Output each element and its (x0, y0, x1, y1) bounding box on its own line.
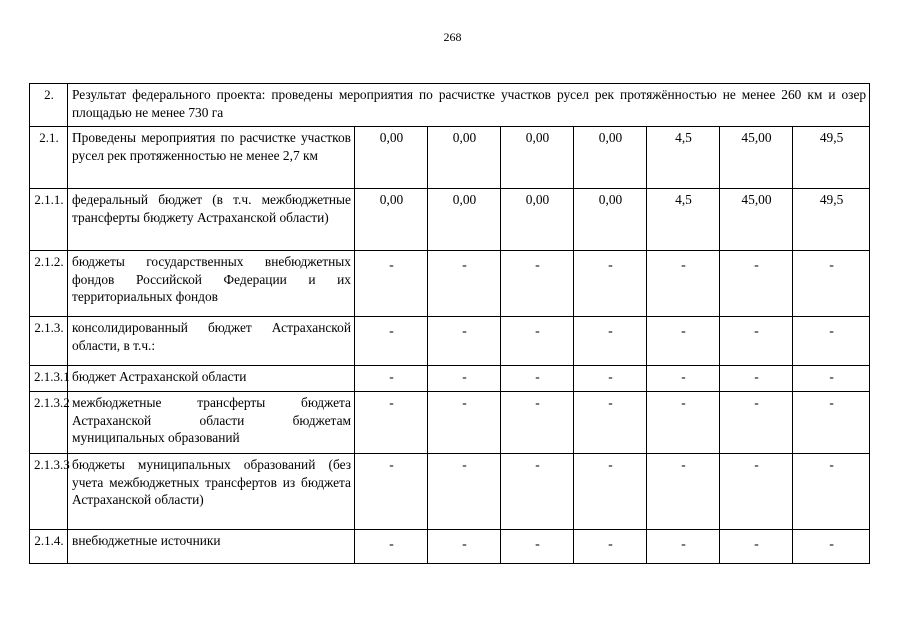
row-description: Проведены мероприятия по расчистке участков русел рек протяженностью не менее 2,7 км (68, 127, 355, 189)
table-row (30, 189, 870, 251)
row-description: внебюджетные источники (68, 530, 355, 564)
value-cell: - (647, 251, 720, 317)
row-number: 2.1.1. (30, 189, 68, 251)
row-description: консолидированный бюджет Астраханской области, в т.ч.: (68, 317, 355, 366)
value-cell: - (428, 251, 501, 317)
table-row (30, 366, 870, 392)
row-number: 2.1.3. (30, 317, 68, 366)
value-cell: - (793, 530, 870, 564)
value-cell: - (501, 366, 574, 392)
value-cell: - (574, 366, 647, 392)
row-description: федеральный бюджет (в т.ч. межбюджетные трансферты бюджету Астраханской области) (68, 189, 355, 251)
value-cell: - (428, 530, 501, 564)
value-cell: 0,00 (355, 189, 428, 251)
table-row (30, 454, 870, 530)
value-cell: - (793, 392, 870, 454)
value-cell: - (355, 454, 428, 530)
row-number: 2.1. (30, 127, 68, 189)
value-cell: - (355, 251, 428, 317)
value-cell: 0,00 (428, 189, 501, 251)
value-cell: - (501, 317, 574, 366)
value-cell: - (647, 454, 720, 530)
value-cell: 0,00 (501, 189, 574, 251)
value-cell: - (647, 392, 720, 454)
page-number: 268 (443, 30, 462, 44)
value-cell: - (647, 317, 720, 366)
value-cell: - (720, 366, 793, 392)
value-cell: 0,00 (428, 127, 501, 189)
table-row (30, 317, 870, 366)
value-cell: - (355, 530, 428, 564)
value-cell: 0,00 (574, 189, 647, 251)
value-cell: - (793, 366, 870, 392)
value-cell: - (574, 530, 647, 564)
value-cell: - (720, 392, 793, 454)
row-number: 2. (30, 84, 68, 127)
value-cell: - (574, 392, 647, 454)
row-number: 2.1.3.2 (30, 392, 68, 454)
row-description: бюджет Астраханской области (68, 366, 355, 392)
value-cell: 4,5 (647, 189, 720, 251)
value-cell: - (501, 530, 574, 564)
section-title: Результат федерального проекта: проведены мероприятия по расчистке участков русел рек протяжённостью не менее 260 км и озер площадью не менее 730 га (68, 84, 870, 127)
budget-table (29, 83, 870, 564)
row-description: бюджеты муниципальных образований (без учета межбюджетных трансфертов из бюджета Астраханской области) (68, 454, 355, 530)
value-cell: - (355, 366, 428, 392)
row-description: межбюджетные трансферты бюджета Астраханской области бюджетам муниципальных образований (68, 392, 355, 454)
value-cell: - (720, 317, 793, 366)
row-number: 2.1.4. (30, 530, 68, 564)
value-cell: 49,5 (793, 189, 870, 251)
row-number: 2.1.3.1 (30, 366, 68, 392)
row-description: бюджеты государственных внебюджетных фондов Российской Федерации и их территориальных фондов (68, 251, 355, 317)
value-cell: - (793, 251, 870, 317)
value-cell: - (428, 317, 501, 366)
value-cell: - (720, 454, 793, 530)
value-cell: 0,00 (355, 127, 428, 189)
value-cell: - (501, 454, 574, 530)
value-cell: - (574, 317, 647, 366)
table-row (30, 251, 870, 317)
section-header-row (30, 84, 870, 127)
value-cell: - (647, 530, 720, 564)
value-cell: 45,00 (720, 127, 793, 189)
value-cell: - (355, 317, 428, 366)
value-cell: - (501, 392, 574, 454)
row-number: 2.1.3.3 (30, 454, 68, 530)
value-cell: 0,00 (574, 127, 647, 189)
value-cell: - (355, 392, 428, 454)
value-cell: - (428, 454, 501, 530)
value-cell: - (720, 530, 793, 564)
value-cell: 49,5 (793, 127, 870, 189)
value-cell: 4,5 (647, 127, 720, 189)
value-cell: - (574, 454, 647, 530)
table-row (30, 392, 870, 454)
row-number: 2.1.2. (30, 251, 68, 317)
value-cell: 0,00 (501, 127, 574, 189)
table-row (30, 530, 870, 564)
value-cell: - (793, 317, 870, 366)
value-cell: - (428, 366, 501, 392)
value-cell: - (501, 251, 574, 317)
value-cell: - (428, 392, 501, 454)
value-cell: - (793, 454, 870, 530)
value-cell: - (647, 366, 720, 392)
value-cell: 45,00 (720, 189, 793, 251)
table-row (30, 127, 870, 189)
value-cell: - (574, 251, 647, 317)
value-cell: - (720, 251, 793, 317)
